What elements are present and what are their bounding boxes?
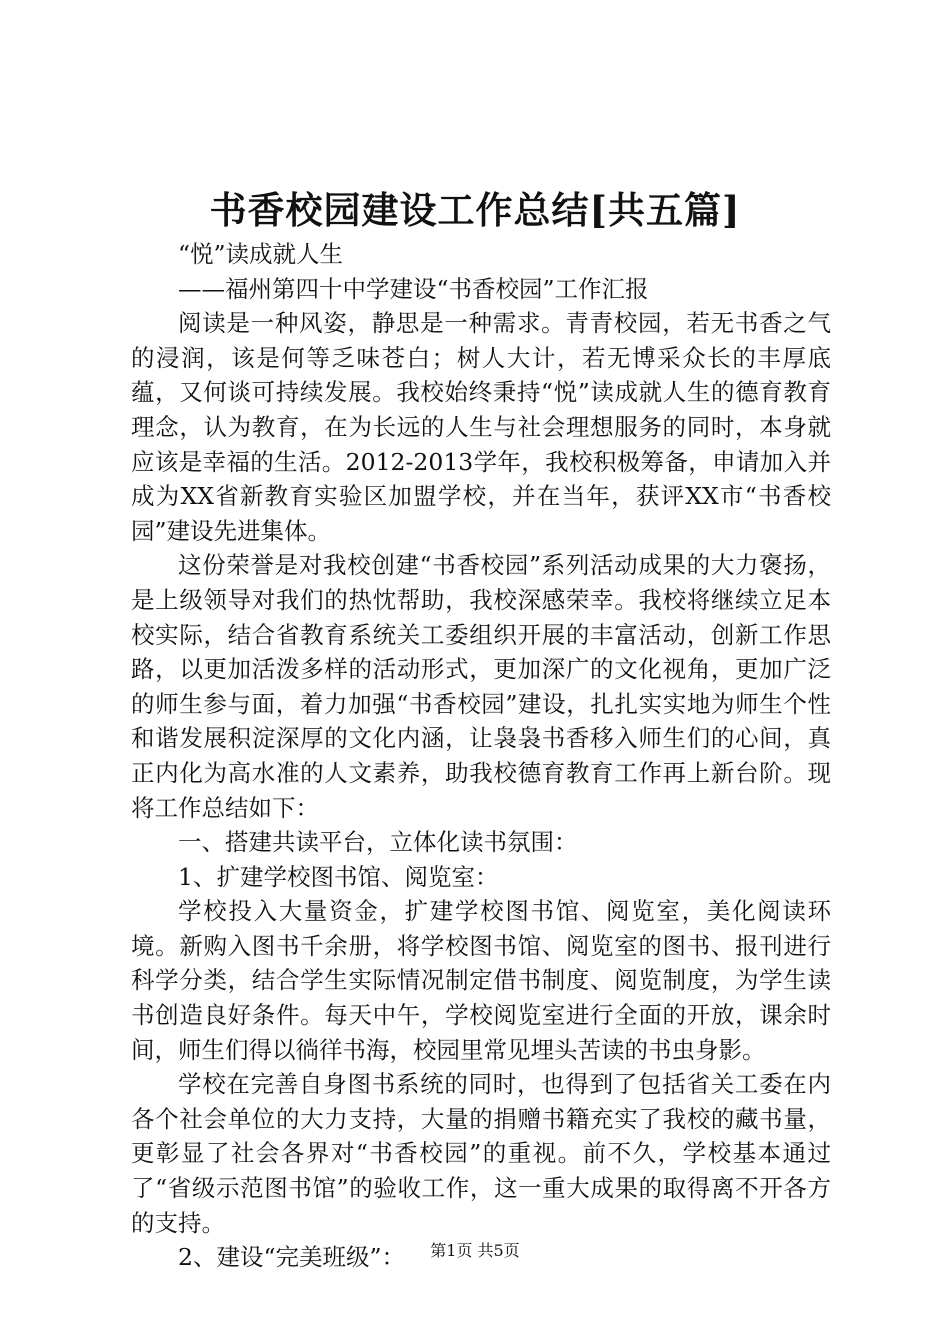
paragraph: 学校在完善自身图书系统的同时，也得到了包括省关工委在内各个社会单位的大力支持，大量的捐赠书籍充实了我校的藏书量，更彰显了社会各界对“书香校园”的重视。前不久，学校基本通过了“省级示范图书馆”的验收工作，这一重大成果的取得离不开各方的支持。 (131, 1070, 831, 1237)
paragraph: 这份荣誉是对我校创建“书香校园”系列活动成果的大力褒扬，是上级领导对我们的热忱帮助，我校深感荣幸。我校将继续立足本校实际，结合省教育系统关工委组织开展的丰富活动，创新工作思路，以更加活泼多样的活动形式，更加深广的文化视角，更加广泛的师生参与面，着力加强“书香校园”建设，扎扎实实地为师生个性和谐发展积淀深厚的文化内涵，让袅袅书香移入师生们的心间，真正内化为高水准的人文素养，助我校德育教育工作再上新台阶。现将工作总结如下： (131, 551, 831, 822)
subtitle: “悦”读成就人生 (178, 240, 344, 268)
paragraph: 学校投入大量资金，扩建学校图书馆、阅览室，美化阅读环境。新购入图书千余册，将学校图书馆、阅览室的图书、报刊进行科学分类，结合学生实际情况制定借书制度、阅览制度，为学生读书创造良好条件。每天中午，学校阅览室进行全面的开放，课余时间，师生们得以徜徉书海，校园里常见埋头苦读的书虫身影。 (131, 897, 831, 1064)
page-footer: 第1页 共5页 (430, 1241, 520, 1260)
section-heading: 一、搭建共读平台，立体化读书氛围： (178, 828, 578, 857)
subsection-heading: 2、建设“完美班级”： (178, 1243, 405, 1272)
paragraph: 阅读是一种风姿，静思是一种需求。青青校园，若无书香之气的浸润，该是何等乏味苍白；树人大计，若无博采众长的丰厚底蕴，又何谈可持续发展。我校始终秉持“悦”读成就人生的德育教育理念，认为教育，在为长远的人生与社会理想服务的同时，本身就应该是幸福的生活。2012-2013学年，我校积极筹备，申请加入并成为XX省新教育实验区加盟学校，并在当年，获评XX市“书香校园”建设先进集体。 (131, 309, 831, 545)
document-body (131, 237, 831, 1275)
subtitle-report: ——福州第四十中学建设“书香校园”工作汇报 (178, 274, 649, 303)
subsection-heading: 1、扩建学校图书馆、阅览室： (178, 862, 499, 891)
document-title: 书香校园建设工作总结[共五篇] (209, 188, 741, 232)
